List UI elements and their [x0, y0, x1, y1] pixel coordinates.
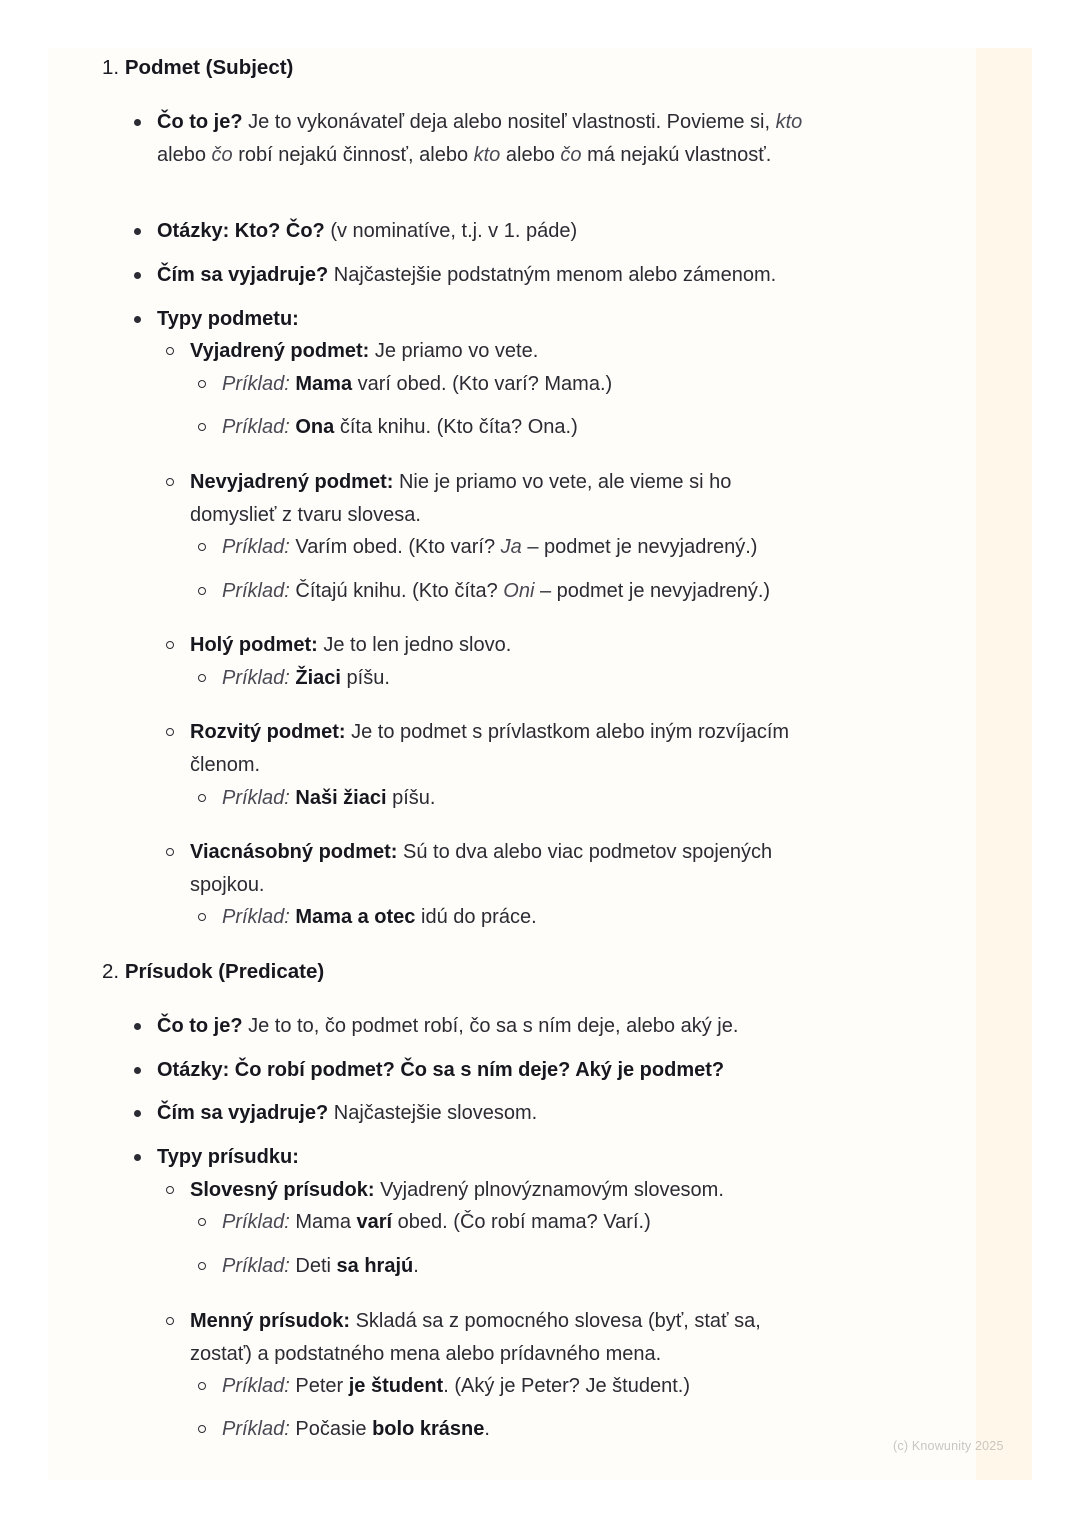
example-label: Príklad:	[222, 1375, 290, 1397]
text: Skladá sa z pomocného slovesa (byť, stať sa, zostať) a podstatného mena alebo prídavného mena.	[190, 1310, 761, 1365]
text: Je priamo vo vete.	[374, 340, 539, 362]
text: píšu.	[346, 667, 390, 689]
emphasis: je študent	[348, 1375, 444, 1397]
bullet-icon	[134, 272, 141, 279]
term-label: Čím sa vyjadruje?	[157, 1102, 329, 1124]
example	[222, 782, 842, 815]
sub-bullet-icon	[198, 1262, 206, 1270]
text: píšu.	[392, 787, 436, 809]
text: varí obed. (Kto varí? Mama.)	[357, 373, 613, 395]
text: Najčastejšie slovesom.	[333, 1102, 538, 1124]
text: Je to vykonávateľ deja alebo nositeľ vlastnosti. Povieme si,	[248, 111, 771, 133]
example-label: Príklad:	[222, 373, 290, 395]
predicate-definition	[157, 1010, 837, 1043]
subject-type-extended	[190, 716, 840, 781]
bullet-icon	[134, 1110, 141, 1117]
text: Je to len jedno slovo.	[323, 634, 512, 656]
copyright-footer: (c) Knowunity 2025	[893, 1439, 1004, 1453]
sub-bullet-icon	[198, 913, 206, 921]
emphasis: Naši žiaci	[295, 787, 387, 809]
example-label: Príklad:	[222, 580, 290, 602]
section-heading-predicate	[102, 956, 324, 989]
text: má nejakú vlastnosť.	[587, 143, 772, 166]
text: Varím obed. (Kto varí?	[295, 536, 496, 558]
emphasis: kto	[473, 143, 501, 166]
sub-bullet-icon	[166, 848, 174, 856]
text: idú do práce.	[421, 906, 537, 928]
term-label: Slovesný prísudok:	[190, 1179, 375, 1201]
sub-bullet-icon	[198, 380, 206, 388]
subject-type-multiple	[190, 836, 820, 901]
sub-bullet-icon	[166, 641, 174, 649]
bullet-icon	[134, 316, 141, 323]
example	[222, 1413, 842, 1446]
example	[222, 531, 842, 564]
text: Deti	[295, 1255, 331, 1277]
emphasis: varí	[356, 1211, 393, 1233]
example-label: Príklad:	[222, 416, 290, 438]
page-margin-strip	[976, 48, 1032, 1480]
sub-bullet-icon	[198, 1382, 206, 1390]
sub-bullet-icon	[198, 423, 206, 431]
text: .	[413, 1255, 419, 1277]
section-number: 2.	[102, 960, 120, 983]
emphasis: bolo krásne	[372, 1418, 485, 1440]
text: (v nominatíve, t.j. v 1. páde)	[330, 220, 578, 242]
section-title: Prísudok (Predicate)	[124, 960, 325, 983]
sub-bullet-icon	[166, 1186, 174, 1194]
text: – podmet je nevyjadrený.)	[527, 536, 758, 558]
emphasis: Oni	[503, 580, 535, 602]
sub-bullet-icon	[198, 1425, 206, 1433]
section-title: Podmet (Subject)	[124, 56, 294, 79]
text: alebo	[157, 143, 206, 166]
term-label: Vyjadrený podmet:	[190, 340, 370, 362]
sub-bullet-icon	[198, 674, 206, 682]
sub-bullet-icon	[166, 1317, 174, 1325]
emphasis: sa hrajú	[336, 1255, 414, 1277]
term-label: Otázky: Kto? Čo?	[157, 220, 325, 242]
subject-type-unexpressed	[190, 466, 770, 531]
text: Sú to dva alebo viac podmetov spojených spojkou.	[190, 841, 773, 896]
subject-types-heading	[157, 303, 837, 336]
text: . (Aký je Peter? Je študent.)	[443, 1375, 690, 1397]
term-label: Otázky: Čo robí podmet? Čo sa s ním deje? Aký je podmet?	[157, 1059, 725, 1081]
example	[222, 575, 842, 608]
example-label: Príklad:	[222, 787, 290, 809]
term-label: Nevyjadrený podmet:	[190, 471, 394, 493]
text: .	[484, 1418, 490, 1440]
predicate-types-heading	[157, 1141, 837, 1174]
text: Vyjadrený plnovýznamovým slovesom.	[380, 1179, 724, 1201]
text: Nie je priamo vo vete, ale vieme si ho domyslieť z tvaru slovesa.	[190, 471, 732, 526]
predicate-questions	[157, 1054, 837, 1087]
sub-bullet-icon	[166, 478, 174, 486]
text: Je to podmet s prívlastkom alebo iným rozvíjacím členom.	[190, 721, 790, 776]
emphasis: čo	[211, 143, 233, 166]
text: alebo	[505, 143, 555, 166]
text: Najčastejšie podstatným menom alebo zámenom.	[333, 264, 777, 286]
emphasis: Mama	[295, 373, 353, 395]
term-label: Typy prísudku:	[157, 1146, 299, 1168]
sub-bullet-icon	[198, 794, 206, 802]
example	[222, 1206, 842, 1239]
emphasis: čo	[560, 143, 582, 166]
subject-definition	[157, 106, 837, 171]
term-label: Menný prísudok:	[190, 1310, 351, 1332]
term-label: Rozvitý podmet:	[190, 721, 346, 743]
emphasis: Ona	[295, 416, 335, 438]
section-heading-subject	[102, 52, 293, 85]
bullet-icon	[134, 1067, 141, 1074]
predicate-expression	[157, 1097, 837, 1130]
term-label: Typy podmetu:	[157, 308, 299, 330]
sub-bullet-icon	[198, 587, 206, 595]
bullet-icon	[134, 228, 141, 235]
example-label: Príklad:	[222, 667, 290, 689]
emphasis: Žiaci	[295, 667, 341, 689]
text: Počasie	[295, 1418, 367, 1440]
example-label: Príklad:	[222, 906, 290, 928]
example	[222, 1370, 842, 1403]
section-number: 1.	[102, 56, 120, 79]
text: Čítajú knihu. (Kto číta?	[295, 580, 498, 602]
text: Peter	[295, 1375, 344, 1397]
sub-bullet-icon	[198, 1218, 206, 1226]
subject-expression	[157, 259, 837, 292]
term-label: Viacnásobný podmet:	[190, 841, 398, 863]
example	[222, 901, 842, 934]
text: Mama	[295, 1211, 351, 1233]
text: číta knihu. (Kto číta? Ona.)	[339, 416, 578, 438]
sub-bullet-icon	[198, 543, 206, 551]
text: robí nejakú činnosť, alebo	[238, 143, 469, 166]
emphasis: Mama a otec	[295, 906, 416, 928]
subject-type-expressed	[190, 335, 840, 368]
term-label: Čím sa vyjadruje?	[157, 264, 329, 286]
example-label: Príklad:	[222, 1255, 290, 1277]
emphasis: Ja	[500, 536, 522, 558]
subject-type-simple	[190, 629, 840, 662]
emphasis: kto	[775, 111, 803, 133]
example-label: Príklad:	[222, 1211, 290, 1233]
text: – podmet je nevyjadrený.)	[539, 580, 771, 602]
example	[222, 368, 842, 401]
term-label: Holý podmet:	[190, 634, 318, 656]
predicate-type-nominal	[190, 1305, 800, 1370]
example-label: Príklad:	[222, 1418, 290, 1440]
example	[222, 411, 842, 444]
sub-bullet-icon	[166, 347, 174, 355]
example	[222, 662, 842, 695]
text: obed. (Čo robí mama? Varí.)	[397, 1211, 651, 1233]
term-label: Čo to je?	[157, 1015, 243, 1037]
sub-bullet-icon	[166, 728, 174, 736]
example-label: Príklad:	[222, 536, 290, 558]
subject-questions	[157, 215, 837, 248]
text: Je to to, čo podmet robí, čo sa s ním deje, alebo aký je.	[248, 1015, 739, 1037]
example	[222, 1250, 842, 1283]
term-label: Čo to je?	[157, 111, 243, 133]
bullet-icon	[134, 1154, 141, 1161]
predicate-type-verbal	[190, 1174, 840, 1207]
bullet-icon	[134, 119, 141, 126]
bullet-icon	[134, 1023, 141, 1030]
